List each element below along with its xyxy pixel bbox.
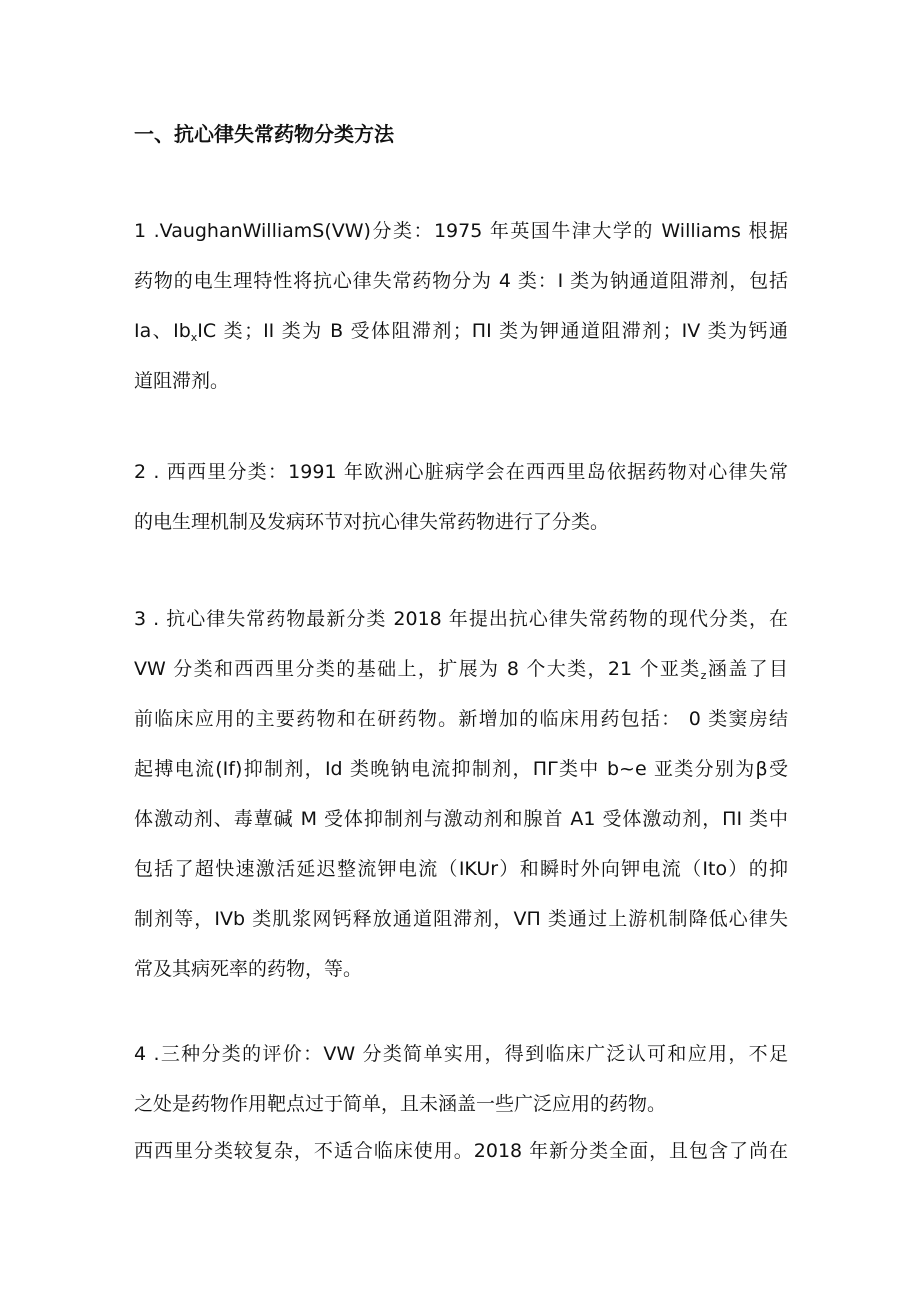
paragraph-line: 体激动剂、毒蕈碱 M 受体抑制剂与激动剂和腺首 A1 受体激动剂，ΠI 类中 [134, 808, 788, 830]
paragraph-line: 2 . 西西里分类：1991 年欧洲心脏病学会在西西里岛依据药物对心律失常 [134, 461, 788, 483]
paragraph-line: 的电生理机制及发病环节对抗心律失常药物进行了分类。 [134, 511, 610, 533]
text-run: VW 分类和西西里分类的基础上，扩展为 8 个大类，21 个亚类 [134, 658, 701, 680]
paragraph-2018-classification [134, 594, 788, 994]
paragraph-line: 1 .VaughanWilliamS(VW)分类：1975 年英国牛津大学的 Williams 根据 [134, 220, 788, 242]
subscript-text: z [700, 669, 707, 682]
paragraph-evaluation [134, 1029, 788, 1129]
paragraph-evaluation-continued [134, 1126, 788, 1176]
paragraph-vw-classification [134, 206, 788, 406]
text-run: IC 类；II 类为 B 受体阻滞剂；ΠI 类为钾通道阻滞剂；IV 类为钙通 [197, 320, 788, 342]
text-run: 涵盖了目 [706, 658, 788, 680]
paragraph-line: 药物的电生理特性将抗心律失常药物分为 4 类：I 类为钠通道阻滞剂，包括 [134, 270, 788, 292]
paragraph-line: 前临床应用的主要药物和在研药物。新增加的临床用药包括： 0 类窦房结 [134, 708, 788, 730]
paragraph-line: 4 .三种分类的评价：VW 分类简单实用，得到临床广泛认可和应用，不足 [134, 1043, 788, 1065]
subscript-text: x [190, 331, 198, 344]
paragraph-line: 制剂等，IVb 类肌浆网钙释放通道阻滞剂，VΠ 类通过上游机制降低心律失 [134, 908, 788, 930]
paragraph-line: 道阻滞剂。 [134, 370, 230, 392]
paragraph-line: 常及其病死率的药物，等。 [134, 958, 363, 980]
paragraph-line: 起搏电流(If)抑制剂，Id 类晚钠电流抑制剂，ΠΓ类中 b~e 亚类分别为β受 [134, 758, 788, 780]
paragraph-line: 西西里分类较复杂，不适合临床使用。2018 年新分类全面，且包含了尚在 [134, 1140, 788, 1162]
paragraph-line: 之处是药物作用靶点过于简单，且未涵盖一些广泛应用的药物。 [134, 1093, 667, 1115]
text-run: Ia、Ib [134, 320, 191, 342]
paragraph-sicilian-classification [134, 447, 788, 547]
paragraph-line [134, 306, 788, 356]
paragraph-line [134, 644, 788, 694]
paragraph-line: 3 . 抗心律失常药物最新分类 2018 年提出抗心律失常药物的现代分类，在 [134, 608, 788, 630]
paragraph-line: 包括了超快速激活延迟整流钾电流（IKUr）和瞬时外向钾电流（Ito）的抑 [134, 858, 788, 880]
section-heading: 一、抗心律失常药物分类方法 [134, 122, 394, 146]
